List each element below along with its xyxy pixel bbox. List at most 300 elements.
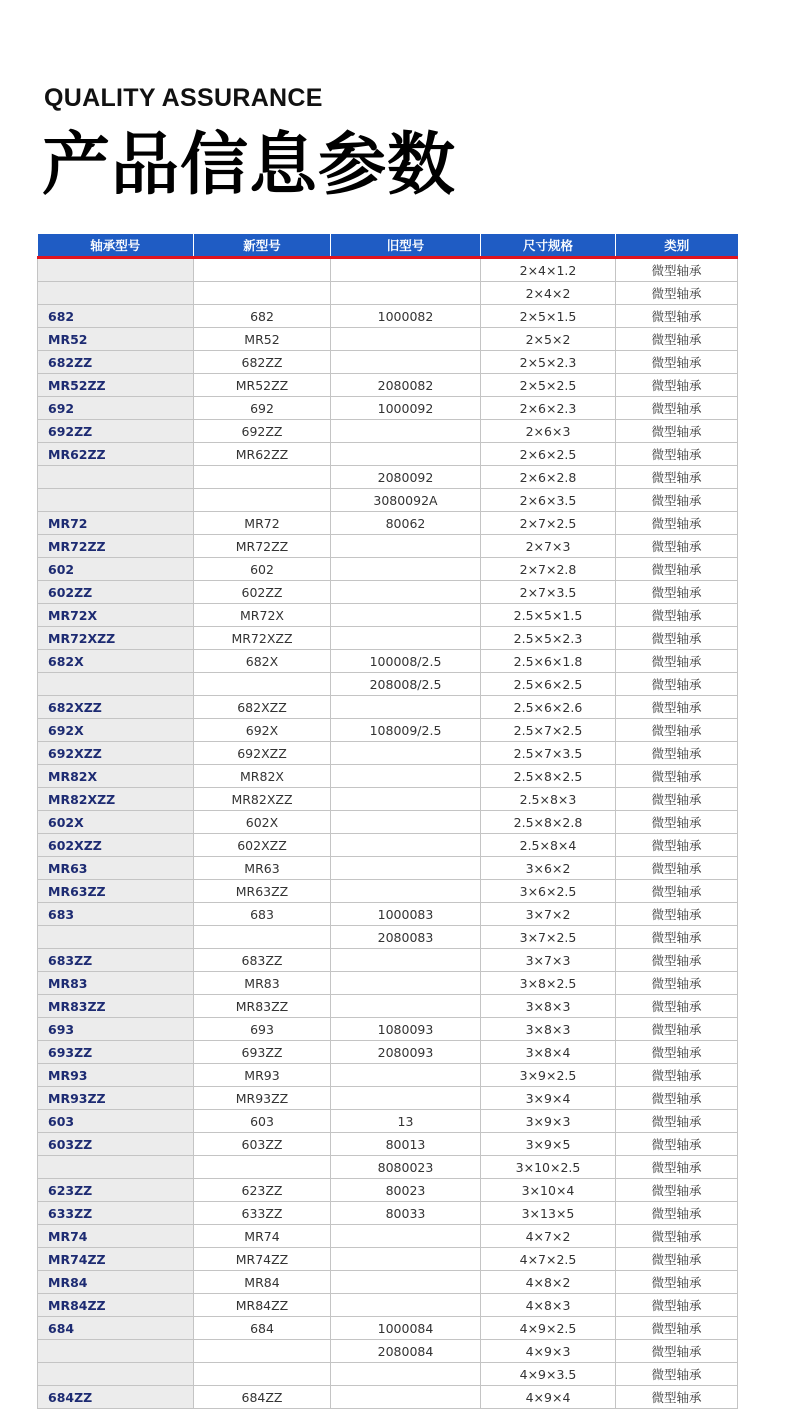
new-model-cell: 633ZZ (194, 1202, 331, 1225)
bearing-model-cell: MR74ZZ (38, 1248, 194, 1271)
old-model-cell: 2080083 (331, 926, 481, 949)
new-model-cell: MR52 (194, 328, 331, 351)
old-model-cell: 8080023 (331, 1156, 481, 1179)
bearing-model-cell: 693ZZ (38, 1041, 194, 1064)
category-cell: 微型轴承 (616, 351, 738, 374)
bearing-model-cell (38, 466, 194, 489)
category-cell: 微型轴承 (616, 1110, 738, 1133)
old-model-cell (331, 535, 481, 558)
bearing-model-cell: 602XZZ (38, 834, 194, 857)
bearing-model-cell: 683 (38, 903, 194, 926)
table-row (38, 374, 738, 397)
category-cell: 微型轴承 (616, 788, 738, 811)
new-model-cell: 692XZZ (194, 742, 331, 765)
category-cell: 微型轴承 (616, 328, 738, 351)
old-model-cell (331, 765, 481, 788)
bearing-model-cell: 602ZZ (38, 581, 194, 604)
bearing-model-cell: 623ZZ (38, 1179, 194, 1202)
table-row (38, 466, 738, 489)
old-model-cell: 13 (331, 1110, 481, 1133)
category-cell: 微型轴承 (616, 972, 738, 995)
bearing-model-cell: 602X (38, 811, 194, 834)
old-model-cell (331, 351, 481, 374)
new-model-cell: 602 (194, 558, 331, 581)
dimensions-cell: 3×9×5 (481, 1133, 616, 1156)
old-model-cell (331, 880, 481, 903)
dimensions-cell: 2.5×8×2.5 (481, 765, 616, 788)
table-row (38, 949, 738, 972)
category-cell: 微型轴承 (616, 627, 738, 650)
category-cell: 微型轴承 (616, 1225, 738, 1248)
table-row (38, 1340, 738, 1363)
new-model-cell: 692 (194, 397, 331, 420)
category-cell: 微型轴承 (616, 742, 738, 765)
dimensions-cell: 2×4×2 (481, 282, 616, 305)
new-model-cell: MR74ZZ (194, 1248, 331, 1271)
new-model-cell: MR74 (194, 1225, 331, 1248)
new-model-cell: 623ZZ (194, 1179, 331, 1202)
category-cell: 微型轴承 (616, 258, 738, 282)
dimensions-cell: 3×7×2 (481, 903, 616, 926)
dimensions-cell: 2.5×6×2.6 (481, 696, 616, 719)
old-model-cell: 2080084 (331, 1340, 481, 1363)
table-row (38, 719, 738, 742)
new-model-cell: 683 (194, 903, 331, 926)
old-model-cell: 1000083 (331, 903, 481, 926)
new-model-cell (194, 489, 331, 512)
dimensions-cell: 3×8×2.5 (481, 972, 616, 995)
table-row (38, 443, 738, 466)
dimensions-cell: 2.5×5×2.3 (481, 627, 616, 650)
category-cell: 微型轴承 (616, 282, 738, 305)
new-model-cell (194, 466, 331, 489)
category-cell: 微型轴承 (616, 443, 738, 466)
bearing-model-cell: MR63ZZ (38, 880, 194, 903)
new-model-cell: MR72 (194, 512, 331, 535)
table-row (38, 1317, 738, 1340)
old-model-cell: 1000082 (331, 305, 481, 328)
category-cell: 微型轴承 (616, 1386, 738, 1409)
bearing-model-cell (38, 1363, 194, 1386)
dimensions-cell: 2.5×5×1.5 (481, 604, 616, 627)
table-row (38, 512, 738, 535)
category-cell: 微型轴承 (616, 1133, 738, 1156)
new-model-cell: 682 (194, 305, 331, 328)
old-model-cell (331, 1271, 481, 1294)
bearing-model-cell: MR52 (38, 328, 194, 351)
table-row (38, 673, 738, 696)
bearing-model-cell: MR93ZZ (38, 1087, 194, 1110)
bearing-model-cell: 682X (38, 650, 194, 673)
section-subtitle: QUALITY ASSURANCE (44, 84, 323, 112)
category-cell: 微型轴承 (616, 1064, 738, 1087)
category-cell: 微型轴承 (616, 673, 738, 696)
dimensions-cell: 4×9×4 (481, 1386, 616, 1409)
category-cell: 微型轴承 (616, 535, 738, 558)
col-header-bearing-model: 轴承型号 (38, 234, 194, 258)
new-model-cell: 602X (194, 811, 331, 834)
old-model-cell (331, 742, 481, 765)
category-cell: 微型轴承 (616, 1294, 738, 1317)
dimensions-cell: 3×10×4 (481, 1179, 616, 1202)
old-model-cell (331, 995, 481, 1018)
old-model-cell (331, 604, 481, 627)
dimensions-cell: 4×9×3 (481, 1340, 616, 1363)
dimensions-cell: 3×10×2.5 (481, 1156, 616, 1179)
old-model-cell (331, 972, 481, 995)
category-cell: 微型轴承 (616, 926, 738, 949)
bearing-model-cell: MR84 (38, 1271, 194, 1294)
category-cell: 微型轴承 (616, 558, 738, 581)
table-row (38, 1202, 738, 1225)
new-model-cell: 682XZZ (194, 696, 331, 719)
category-cell: 微型轴承 (616, 1018, 738, 1041)
old-model-cell (331, 811, 481, 834)
category-cell: 微型轴承 (616, 650, 738, 673)
table-row (38, 926, 738, 949)
category-cell: 微型轴承 (616, 719, 738, 742)
bearing-model-cell (38, 1156, 194, 1179)
category-cell: 微型轴承 (616, 1156, 738, 1179)
bearing-model-cell: MR83ZZ (38, 995, 194, 1018)
table-row (38, 420, 738, 443)
bearing-model-cell: 682 (38, 305, 194, 328)
dimensions-cell: 2×7×3 (481, 535, 616, 558)
bearing-model-cell: 603 (38, 1110, 194, 1133)
bearing-model-cell: MR93 (38, 1064, 194, 1087)
bearing-model-cell: 692ZZ (38, 420, 194, 443)
bearing-model-cell (38, 282, 194, 305)
old-model-cell: 2080093 (331, 1041, 481, 1064)
category-cell: 微型轴承 (616, 397, 738, 420)
old-model-cell: 2080092 (331, 466, 481, 489)
new-model-cell (194, 282, 331, 305)
new-model-cell (194, 926, 331, 949)
old-model-cell (331, 627, 481, 650)
dimensions-cell: 3×13×5 (481, 1202, 616, 1225)
bearing-model-cell: MR82XZZ (38, 788, 194, 811)
table-row (38, 1179, 738, 1202)
old-model-cell: 1000092 (331, 397, 481, 420)
new-model-cell (194, 673, 331, 696)
old-model-cell (331, 696, 481, 719)
new-model-cell (194, 1340, 331, 1363)
bearing-model-cell: MR72XZZ (38, 627, 194, 650)
table-row (38, 995, 738, 1018)
old-model-cell (331, 581, 481, 604)
table-row (38, 765, 738, 788)
dimensions-cell: 2×7×3.5 (481, 581, 616, 604)
new-model-cell: 683ZZ (194, 949, 331, 972)
new-model-cell: MR52ZZ (194, 374, 331, 397)
bearing-model-cell: 682XZZ (38, 696, 194, 719)
header-row (38, 234, 738, 258)
table-row (38, 627, 738, 650)
table-row (38, 1110, 738, 1133)
new-model-cell (194, 258, 331, 282)
table-row (38, 1018, 738, 1041)
old-model-cell: 3080092A (331, 489, 481, 512)
table-row (38, 788, 738, 811)
table-row (38, 489, 738, 512)
new-model-cell: 684ZZ (194, 1386, 331, 1409)
new-model-cell: MR63 (194, 857, 331, 880)
category-cell: 微型轴承 (616, 949, 738, 972)
table-row (38, 650, 738, 673)
category-cell: 微型轴承 (616, 696, 738, 719)
bearing-model-cell: MR63 (38, 857, 194, 880)
new-model-cell: 602XZZ (194, 834, 331, 857)
category-cell: 微型轴承 (616, 466, 738, 489)
table-header (38, 234, 738, 258)
old-model-cell (331, 1386, 481, 1409)
old-model-cell (331, 282, 481, 305)
table-row (38, 857, 738, 880)
bearing-model-cell: MR74 (38, 1225, 194, 1248)
bearing-model-cell (38, 673, 194, 696)
new-model-cell: 682X (194, 650, 331, 673)
old-model-cell: 100008/2.5 (331, 650, 481, 673)
new-model-cell: 603ZZ (194, 1133, 331, 1156)
category-cell: 微型轴承 (616, 880, 738, 903)
table-row (38, 1156, 738, 1179)
dimensions-cell: 3×6×2 (481, 857, 616, 880)
bearing-model-cell: MR82X (38, 765, 194, 788)
bearing-model-cell: 633ZZ (38, 1202, 194, 1225)
col-header-dimensions: 尺寸规格 (481, 234, 616, 258)
table-row (38, 1363, 738, 1386)
old-model-cell (331, 857, 481, 880)
category-cell: 微型轴承 (616, 1179, 738, 1202)
new-model-cell: 603 (194, 1110, 331, 1133)
dimensions-cell: 2×6×2.8 (481, 466, 616, 489)
dimensions-cell: 2×5×2.3 (481, 351, 616, 374)
dimensions-cell: 2.5×6×2.5 (481, 673, 616, 696)
dimensions-cell: 3×7×2.5 (481, 926, 616, 949)
bearing-model-cell: MR72ZZ (38, 535, 194, 558)
bearing-model-cell: MR72 (38, 512, 194, 535)
table-row (38, 903, 738, 926)
bearing-model-cell (38, 489, 194, 512)
dimensions-cell: 3×9×3 (481, 1110, 616, 1133)
new-model-cell: MR62ZZ (194, 443, 331, 466)
table-row (38, 397, 738, 420)
old-model-cell (331, 443, 481, 466)
table-row (38, 535, 738, 558)
table-row (38, 1386, 738, 1409)
dimensions-cell: 3×8×3 (481, 1018, 616, 1041)
table-row (38, 1133, 738, 1156)
bearing-model-cell: 692XZZ (38, 742, 194, 765)
table-row (38, 834, 738, 857)
dimensions-cell: 2×4×1.2 (481, 258, 616, 282)
dimensions-cell: 2×7×2.5 (481, 512, 616, 535)
old-model-cell (331, 834, 481, 857)
table-row (38, 305, 738, 328)
table-row (38, 328, 738, 351)
category-cell: 微型轴承 (616, 1271, 738, 1294)
new-model-cell: MR83 (194, 972, 331, 995)
bearing-model-cell: MR62ZZ (38, 443, 194, 466)
bearing-spec-table (37, 234, 738, 1409)
category-cell: 微型轴承 (616, 903, 738, 926)
dimensions-cell: 2.5×6×1.8 (481, 650, 616, 673)
bearing-model-cell (38, 258, 194, 282)
bearing-model-cell: 692X (38, 719, 194, 742)
new-model-cell: 692X (194, 719, 331, 742)
old-model-cell (331, 1248, 481, 1271)
dimensions-cell: 3×8×3 (481, 995, 616, 1018)
table-row (38, 1041, 738, 1064)
bearing-model-cell: 684ZZ (38, 1386, 194, 1409)
dimensions-cell: 2×5×2.5 (481, 374, 616, 397)
old-model-cell: 2080082 (331, 374, 481, 397)
table-row (38, 811, 738, 834)
category-cell: 微型轴承 (616, 857, 738, 880)
dimensions-cell: 4×7×2 (481, 1225, 616, 1248)
category-cell: 微型轴承 (616, 1363, 738, 1386)
category-cell: 微型轴承 (616, 1087, 738, 1110)
dimensions-cell: 2.5×8×3 (481, 788, 616, 811)
category-cell: 微型轴承 (616, 834, 738, 857)
dimensions-cell: 2.5×7×3.5 (481, 742, 616, 765)
bearing-model-cell: 603ZZ (38, 1133, 194, 1156)
category-cell: 微型轴承 (616, 811, 738, 834)
category-cell: 微型轴承 (616, 604, 738, 627)
bearing-model-cell: 683ZZ (38, 949, 194, 972)
page-title: 产品信息参数 (42, 126, 457, 205)
bearing-model-cell: MR72X (38, 604, 194, 627)
bearing-model-cell: 602 (38, 558, 194, 581)
new-model-cell: 682ZZ (194, 351, 331, 374)
new-model-cell: MR83ZZ (194, 995, 331, 1018)
table-row (38, 880, 738, 903)
dimensions-cell: 2×6×3.5 (481, 489, 616, 512)
new-model-cell: MR93ZZ (194, 1087, 331, 1110)
old-model-cell (331, 328, 481, 351)
new-model-cell: 692ZZ (194, 420, 331, 443)
dimensions-cell: 2.5×7×2.5 (481, 719, 616, 742)
old-model-cell: 108009/2.5 (331, 719, 481, 742)
category-cell: 微型轴承 (616, 512, 738, 535)
new-model-cell: 684 (194, 1317, 331, 1340)
table-row (38, 282, 738, 305)
dimensions-cell: 2×7×2.8 (481, 558, 616, 581)
dimensions-cell: 4×8×2 (481, 1271, 616, 1294)
table-row (38, 604, 738, 627)
col-header-category: 类别 (616, 234, 738, 258)
bearing-model-cell: 682ZZ (38, 351, 194, 374)
bearing-model-cell: MR83 (38, 972, 194, 995)
new-model-cell (194, 1156, 331, 1179)
category-cell: 微型轴承 (616, 489, 738, 512)
old-model-cell (331, 420, 481, 443)
bearing-model-cell: 684 (38, 1317, 194, 1340)
category-cell: 微型轴承 (616, 1317, 738, 1340)
dimensions-cell: 2.5×8×4 (481, 834, 616, 857)
new-model-cell: MR72X (194, 604, 331, 627)
old-model-cell (331, 1087, 481, 1110)
dimensions-cell: 2×6×2.3 (481, 397, 616, 420)
new-model-cell: MR84 (194, 1271, 331, 1294)
dimensions-cell: 4×9×3.5 (481, 1363, 616, 1386)
category-cell: 微型轴承 (616, 374, 738, 397)
table-row (38, 742, 738, 765)
old-model-cell (331, 1363, 481, 1386)
table-row (38, 972, 738, 995)
dimensions-cell: 2×6×2.5 (481, 443, 616, 466)
old-model-cell (331, 1225, 481, 1248)
old-model-cell: 1080093 (331, 1018, 481, 1041)
new-model-cell: MR63ZZ (194, 880, 331, 903)
table-row (38, 258, 738, 282)
dimensions-cell: 4×7×2.5 (481, 1248, 616, 1271)
table-row (38, 1294, 738, 1317)
old-model-cell: 80023 (331, 1179, 481, 1202)
old-model-cell: 80013 (331, 1133, 481, 1156)
dimensions-cell: 2×6×3 (481, 420, 616, 443)
dimensions-cell: 2×5×2 (481, 328, 616, 351)
dimensions-cell: 2.5×8×2.8 (481, 811, 616, 834)
old-model-cell: 80033 (331, 1202, 481, 1225)
dimensions-cell: 3×9×4 (481, 1087, 616, 1110)
bearing-model-cell: MR84ZZ (38, 1294, 194, 1317)
new-model-cell: MR82X (194, 765, 331, 788)
col-header-old-model: 旧型号 (331, 234, 481, 258)
new-model-cell: MR93 (194, 1064, 331, 1087)
new-model-cell: 693 (194, 1018, 331, 1041)
table-row (38, 1225, 738, 1248)
category-cell: 微型轴承 (616, 420, 738, 443)
table-row (38, 1248, 738, 1271)
table-row (38, 558, 738, 581)
category-cell: 微型轴承 (616, 1340, 738, 1363)
old-model-cell: 208008/2.5 (331, 673, 481, 696)
col-header-new-model: 新型号 (194, 234, 331, 258)
new-model-cell (194, 1363, 331, 1386)
dimensions-cell: 3×6×2.5 (481, 880, 616, 903)
bearing-model-cell: MR52ZZ (38, 374, 194, 397)
category-cell: 微型轴承 (616, 1041, 738, 1064)
old-model-cell (331, 558, 481, 581)
new-model-cell: 602ZZ (194, 581, 331, 604)
dimensions-cell: 3×9×2.5 (481, 1064, 616, 1087)
table-row (38, 696, 738, 719)
category-cell: 微型轴承 (616, 765, 738, 788)
table-row (38, 351, 738, 374)
old-model-cell (331, 1294, 481, 1317)
bearing-model-cell (38, 1340, 194, 1363)
bearing-model-cell (38, 926, 194, 949)
bearing-model-cell: 693 (38, 1018, 194, 1041)
old-model-cell: 80062 (331, 512, 481, 535)
old-model-cell (331, 258, 481, 282)
dimensions-cell: 4×8×3 (481, 1294, 616, 1317)
table-row (38, 1271, 738, 1294)
new-model-cell: MR82XZZ (194, 788, 331, 811)
table-row (38, 581, 738, 604)
old-model-cell (331, 1064, 481, 1087)
dimensions-cell: 4×9×2.5 (481, 1317, 616, 1340)
new-model-cell: MR72ZZ (194, 535, 331, 558)
table-row (38, 1087, 738, 1110)
category-cell: 微型轴承 (616, 305, 738, 328)
new-model-cell: 693ZZ (194, 1041, 331, 1064)
dimensions-cell: 3×8×4 (481, 1041, 616, 1064)
category-cell: 微型轴承 (616, 581, 738, 604)
category-cell: 微型轴承 (616, 1248, 738, 1271)
category-cell: 微型轴承 (616, 995, 738, 1018)
